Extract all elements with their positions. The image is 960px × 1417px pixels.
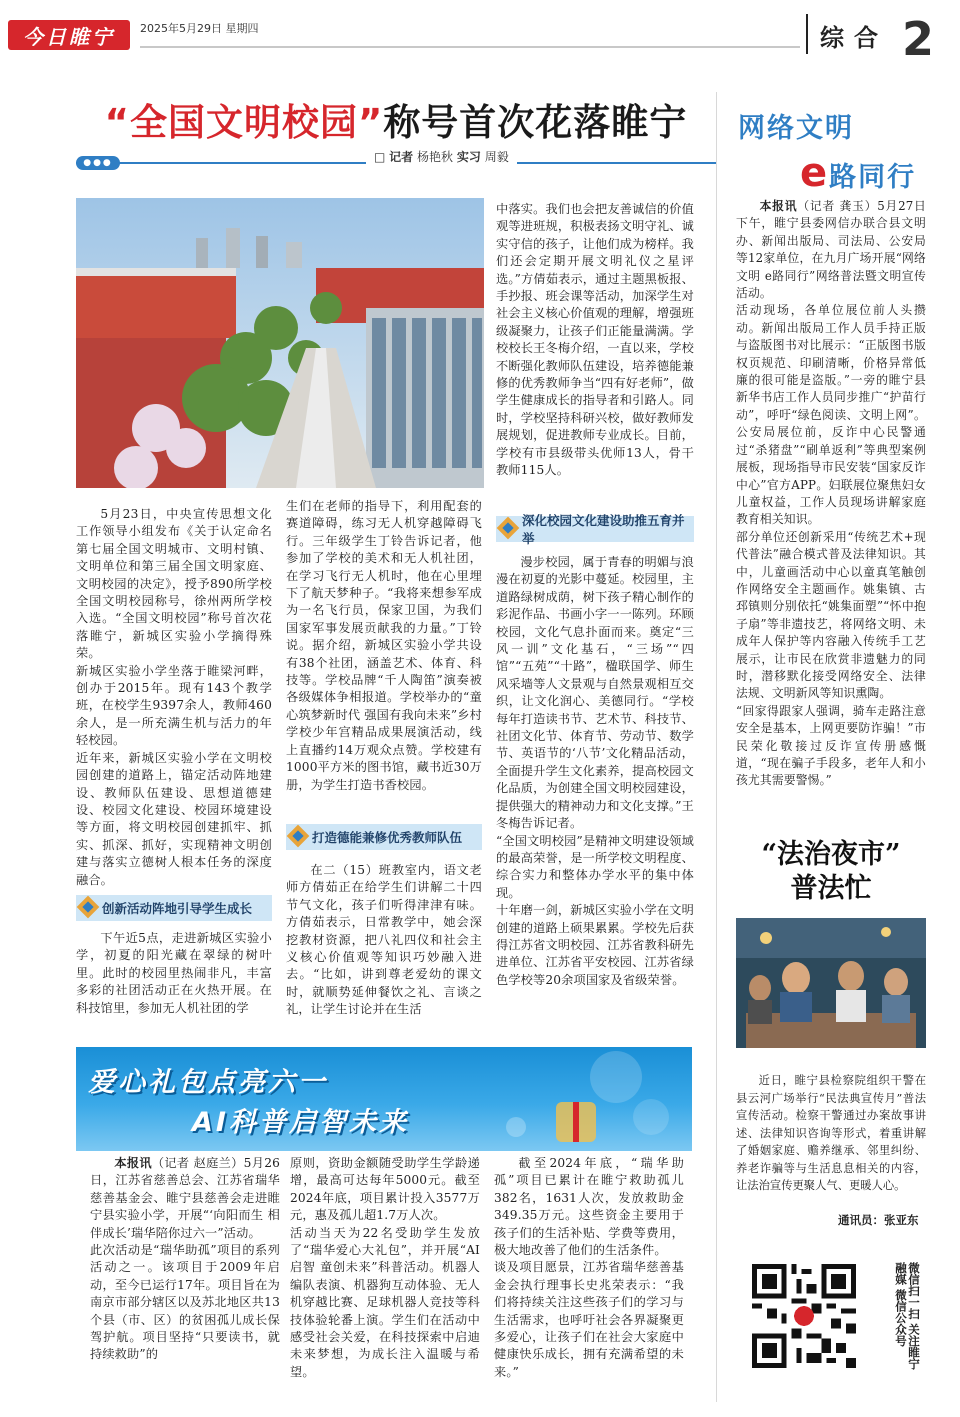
article2-title-line1: 网络文明 (738, 113, 854, 144)
right-column-divider (716, 92, 717, 1402)
article2-body: （记者 龚玉）5月27日下午，睢宁县委网信办联合县文明办、新闻出版局、司法局、公安局等12家单位，在九月广场开展“网络文明 e路同行”网络普法暨文明宣传活动。 活动现场，各单位展位前人头攒动。新闻出版局工作人员手持正版与盗版图书对比展示：“正版图书版权页规范、印刷清晰，价格异常低廉的很可能是盗版。”一旁的睢宁县新华书店工作人员同步推广“护苗行动”，呼吁“绿色阅读、文明上网”。公安局展位前，反诈中心民警通过“杀猪盘”“刷单返利”等典型案例展板，现场指导市民安装“国家反诈中心”官方APP。妇联展位聚焦妇女儿童权益，工作人员现场讲解家庭教育相关知识。 部分单位还创新采用“传统艺术+现代普法”融合模式普及法律知识。其中，儿童画活动中心以童真笔触创作网络安全主题画作。姚集镇、古邳镇则分别依托“姚集面塑”“怀中抱子扇”等非遗技艺，将网络文明、未成年人保护等内容融入传统手工艺展示，让市民在欣赏非遗魅力的同时，潜移默化接受网络安全、法律法规、文明新风等知识熏陶。 “回家得跟家人强调，骑车走路注意安全是基本，上网更要防诈骗！”市民荣化敬接过反诈宣传册感慨道，“现在骗子手段多，老年人和小孩尤其需要警惕。” (736, 199, 926, 788)
article1-title-highlight: “全国文明校园” (104, 101, 384, 144)
article1-col1-text: 5月23日，中央宣传思想文化工作领导小组发布《关于认定命名第七届全国文明城市、文明村镇、文明单位和第三届全国文明家庭、文明校园的决定》，授予890所学校全国文明校园称号，徐州两所学校入选。“全国文明校园”称号首次花落睢宁，新城区实验小学摘得殊荣。 新城区实验小学坐落于睢梁河畔，创办于2015年。现有143个教学班，在校学生9397余人，教师460余人，是一所充满生机与活力的年轻校园。 近年来，新城区实验小学在文明校园创建的道路上，锚定活动阵地建设、教师队伍建设、思想道德建设、校园文化建设、校园环境建设等方面，将文明校园创建抓牢、抓实、抓深、抓好，实现精神文明创建与落实立德树人根本任务的深度融合。 (76, 507, 272, 887)
byline-role1: 记者 (389, 150, 414, 164)
article4-title-line2: 普法忙 (790, 873, 872, 904)
byline-role2: 实习 (456, 150, 481, 164)
subhead-1 (76, 895, 272, 921)
subhead-2 (286, 824, 482, 850)
e-letter-icon: e (800, 150, 830, 196)
article1-col2-text2: 在二（15）班教室内，语文老师方倩茹正在给学生们讲解二十四节气文化，孩子们听得津津有味。方倩茹表示，日常教学中，她会深挖教材资源，把八礼四仪和社会主义核心价值观等知识巧妙融入进去。“比如，讲到尊老爱幼的课文时，就顺势延伸餐饮之礼、言谈之礼，让学生讨论并在生活 (286, 863, 482, 1017)
article1-col2-text: 生们在老师的指导下，利用配套的赛道障碍，练习无人机穿越障碍飞行。三年级学生丁铃告诉记者，他参加了学校的美术和无人机社团，在学习飞行无人机时，他在心里埋下了航天梦种子。“我将来想参军成为一名飞行员，保家卫国，为我们国家军事发展贡献我的力量。”丁铃说。据介绍，新城区实验小学共设有38个社团，涵盖艺术、体育、科技等。学校品牌“千人陶笛”演奏被各级媒体争相报道。学校举办的“童心筑梦新时代 强国有我向未来”乡村学校少年宫精品成果展演活动，线上直播约14万观众点赞。学校建有1000平方米的图书馆，藏书近30万册，为学生打造书香校园。 (286, 499, 482, 792)
article4-title-line1: “法治夜市” (761, 839, 901, 870)
qr-label: 微信扫一扫 关注睢宁融媒 微信公众号 (894, 1262, 921, 1370)
article1-col1-text2: 下午近5点，走进新城区实验小学，初夏的阳光藏在翠绿的树叶里。此时的校园里热闹非凡，丰富多彩的社团活动正在火热开展。在科技馆里，参加无人机社团的学 (76, 931, 272, 1015)
subhead-2-text: 打造德能兼修优秀教师队伍 (312, 830, 463, 845)
dots-ornament: ●●● (76, 156, 120, 170)
subhead-1-text: 创新活动阵地引导学生成长 (102, 901, 253, 916)
night-market-photo (736, 918, 926, 1048)
campus-photo-image (76, 198, 484, 488)
newspaper-logo: 今日睢宁 (8, 20, 130, 50)
subhead-3 (496, 513, 694, 546)
article4-title (736, 838, 926, 906)
article3-lead: 本报讯 (114, 1156, 152, 1170)
article1-title (76, 92, 716, 146)
article1-col3-text2: 漫步校园，属于青春的明媚与浪漫在初夏的光影中蔓延。校园里，主道路绿树成荫，树下孩子精心制作的彩泥作品、书画小字一一陈列。环顾校园，文化气息扑面而来。奠定“三风一训”文化基石，“三场”“四馆”“五苑”“十路”，楹联国学、师生风采墙等人文景观与自然景观相互交织，让文化润心、美德同行。“学校每年打造读书节、艺术节、科技节、社团文化节、体育节、劳动节、数学节、英语节的‘八节’文化精品活动，全面提升学生文化素养，提高校园文化品质，为创建全国文明校园建设，提供强大的精神动力和文化支撑。”王冬梅告诉记者。 “全国文明校园”是精神文明建设领域的最高荣誉，是一所学校文明程度、综合实力和整体办学水平的集中体现。 十年磨一剑，新城区实验小学在文明创建的道路上硕果累累。学校先后获得江苏省文明校园、江苏省教科研先进单位、江苏省平安校园、江苏省绿色学校等20余项国家及省级荣誉。 (496, 555, 694, 987)
section-name: 综合 (820, 23, 888, 52)
page-header (0, 0, 960, 74)
article1-byline-row (76, 148, 716, 170)
article3-col1 (90, 1155, 280, 1364)
header-divider (140, 46, 800, 48)
article4-credit: 通讯员：张亚东 (838, 1213, 919, 1227)
qr-code-icon (752, 1264, 856, 1368)
article1-byline (366, 148, 517, 165)
article3-col3: 截至2024年底，“瑞华助孤”项目已累计在睢宁救助孤儿382名，1631人次，发放救助金349.35万元。这些资金主要用于孩子们的生活补贴、学费等费用，极大地改善了他们的生活条件。 谈及项目愿景，江苏省瑞华慈善基金会执行理事长史兆荣表示：“我们将持续关注这些孩子们的学习与生活需求，也呼吁社会各界凝聚更多爱心，让孩子们在社会大家庭中健康快乐成长，拥有充满希望的未来。” (494, 1156, 684, 1379)
byline-name1: 杨艳秋 (417, 150, 454, 164)
article2-title-rest: 路同行 (829, 162, 917, 193)
subhead-3-text: 深化校园文化建设助推五育并举 (522, 513, 685, 546)
article3-col1-body: （记者 赵庭兰）5月26日，江苏省慈善总会、江苏省瑞华慈善基金会、睢宁县慈善会走进睢宁县实验小学，开展“‘向阳而生 相伴成长’瑞华陪你过六一”活动。 此次活动是“瑞华助孤”项目的系列活动之一。该项目于2009年启动，至今已运行17年。项目旨在为南京市部分辖区以及苏北地区共13个县（市、区）的贫困孤儿成长保驾护航。项目坚持“只要读书，就持续救助”的 (90, 1156, 281, 1362)
night-market-image (736, 918, 926, 1048)
article3-title-line2: AI科普启智未来 (192, 1107, 409, 1138)
issue-date: 2025年5月29日 星期四 (140, 22, 259, 35)
campus-photo (76, 198, 484, 488)
byline-box-icon: □ (374, 150, 386, 164)
article2-title-line2 (800, 150, 916, 196)
article2-lead: 本报讯 (759, 199, 798, 213)
article1-title-rest: 称号首次花落睢宁 (383, 101, 688, 144)
qr-code[interactable] (752, 1264, 856, 1368)
article3-title-line1: 爱心礼包点亮六一 (88, 1067, 328, 1098)
article1-col3-text: 中落实。我们也会把友善诚信的价值观等进班规，积极表扬文明守礼、诚实守信的孩子，让他们成为榜样。我们还会定期开展文明礼仪之星评选。”方倩茹表示，通过主题黑板报、手抄报、班会课等活动，加深学生对社会主义核心价值观的理解，增强班级凝聚力，让孩子们正能量满满。学校校长王冬梅介绍，一直以来，学校不断强化教师队伍建设，培养德能兼修的优秀教师争当“四有好老师”，做学生健康成长的指导者和引路人。同时，学校坚持科研兴校，做好教师发展规划，促进教师专业成长。目前，学校有市县级带头优师13人，骨干教师115人。 (496, 202, 694, 478)
section-divider (806, 14, 808, 54)
article4-text: 近日，睢宁县检察院组织干警在县云河广场举行“民法典宣传月”普法宣传活动。检察干警通过办案故事讲述、法律知识咨询等形式，着重讲解了婚姻家庭、赡养继承、邻里纠纷、养老诈骗等与生活息息相关的内容，让法治宣传更聚人气、更暖人心。 (736, 1074, 926, 1192)
byline-name2: 周毅 (484, 150, 509, 164)
page-number: 2 (902, 12, 935, 66)
article2-text (736, 198, 926, 790)
article3-col2: 原则，资助金额随受助学生学龄递增，最高可达每年5000元。截至2024年底，项目累计投入3577万元，惠及孤儿超1.7万人次。 活动当天为22名受助学生发放了“瑞华爱心大礼包”，并开展“AI启智 童创未来”科普活动。机器人编队表演、机器狗互动体验、无人机穿越比赛、足球机器人竞技等科技体验轮番上演。学生们在活动中感受社会关爱，在科技探索中启迪未来梦想，为成长注入温暖与希望。 (290, 1156, 480, 1379)
